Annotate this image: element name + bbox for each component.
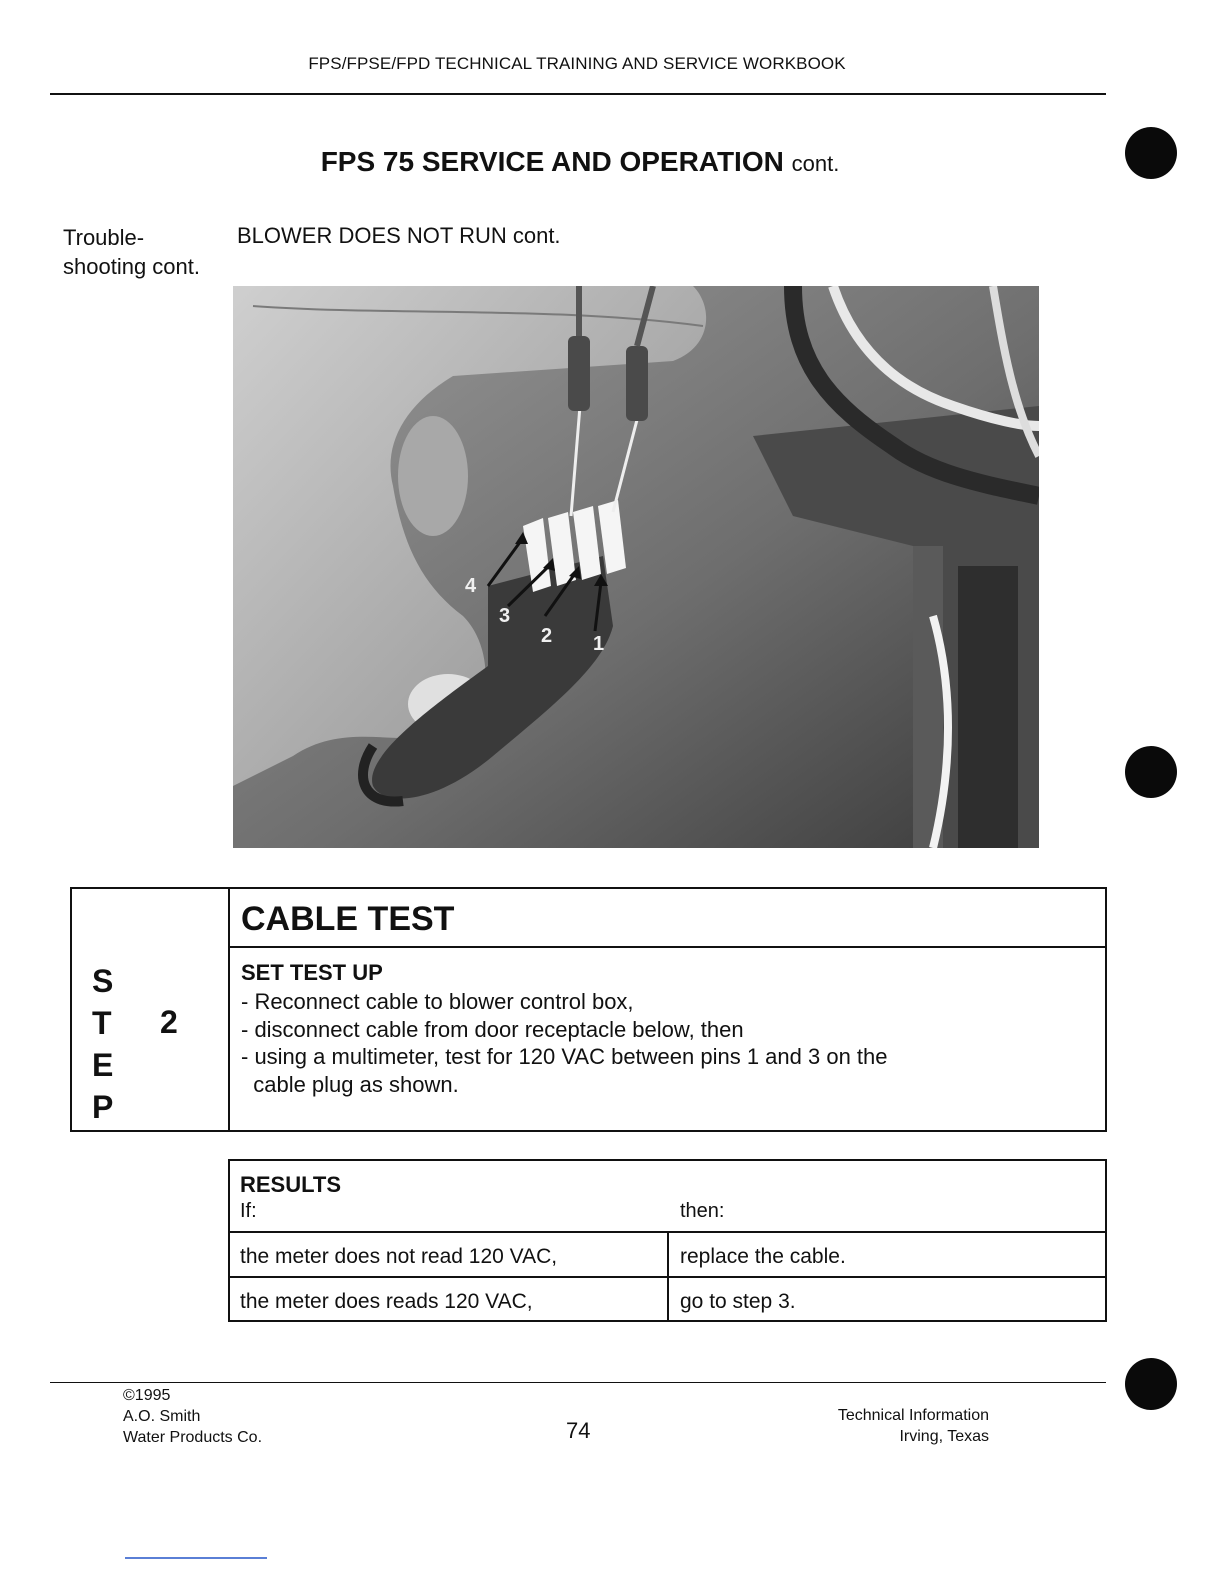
setup-instructions xyxy=(241,988,888,1098)
setup-line: - disconnect cable from door receptacle below, then xyxy=(241,1016,744,1042)
page-title xyxy=(0,146,1160,178)
step-title-rule xyxy=(228,946,1107,948)
troubleshooting-label xyxy=(63,223,200,281)
footer-company-line1: A.O. Smith xyxy=(123,1408,201,1425)
troubleshooting-label-line2: shooting cont. xyxy=(63,254,200,279)
footer-rule xyxy=(50,1382,1106,1383)
step-letter-s: S xyxy=(92,963,114,999)
step-letter-t: T xyxy=(92,1005,112,1041)
footer-company-line2: Water Products Co. xyxy=(123,1429,263,1446)
results-row-1-if: the meter does not read 120 VAC, xyxy=(240,1245,558,1268)
step-column-divider xyxy=(228,887,230,1132)
step-number: 2 xyxy=(160,1004,178,1040)
footer-copyright: ©1995 xyxy=(123,1387,171,1404)
page-title-main: FPS 75 SERVICE AND OPERATION xyxy=(320,146,784,177)
callout-pin-4: 4 xyxy=(465,575,477,597)
page-number: 74 xyxy=(566,1418,591,1443)
results-heading: RESULTS xyxy=(240,1172,342,1197)
cable-plug-illustration xyxy=(233,286,1039,848)
setup-line: - using a multimeter, test for 120 VAC between pins 1 and 3 on the xyxy=(241,1044,888,1069)
results-row-2-if: the meter does reads 120 VAC, xyxy=(240,1290,533,1313)
troubleshooting-label-line1: Trouble- xyxy=(63,225,145,250)
results-if-label: If: xyxy=(240,1200,257,1222)
results-then-label: then: xyxy=(680,1200,725,1222)
results-column-divider xyxy=(667,1231,669,1322)
footer-location: Irving, Texas xyxy=(899,1428,989,1445)
callout-pin-2: 2 xyxy=(541,625,553,647)
blue-underline-mark xyxy=(125,1557,267,1559)
results-row-1-then: replace the cable. xyxy=(680,1245,846,1268)
section-heading: BLOWER DOES NOT RUN cont. xyxy=(237,223,561,248)
cable-plug-photo xyxy=(233,286,1039,848)
step-title: CABLE TEST xyxy=(241,900,455,938)
step-letter-e: E xyxy=(92,1047,114,1083)
workbook-header-title: FPS/FPSE/FPD TECHNICAL TRAINING AND SERVICE WORKBOOK xyxy=(308,54,846,73)
page-title-suffix: cont. xyxy=(791,151,840,176)
header-rule xyxy=(50,93,1106,95)
callout-pin-1: 1 xyxy=(593,633,605,655)
callout-pin-3: 3 xyxy=(499,605,511,627)
setup-heading: SET TEST UP xyxy=(241,960,383,985)
footer-department: Technical Information xyxy=(837,1407,989,1424)
step-vertical-label xyxy=(92,960,113,1128)
step-letter-p: P xyxy=(92,1089,114,1125)
setup-line: cable plug as shown. xyxy=(241,1071,459,1097)
results-row-2-then: go to step 3. xyxy=(680,1290,796,1313)
setup-line: - Reconnect cable to blower control box, xyxy=(241,989,634,1014)
footer-department-block xyxy=(790,1405,989,1447)
punch-hole-middle xyxy=(1125,746,1177,798)
punch-hole-bottom xyxy=(1125,1358,1177,1410)
footer-company-block xyxy=(123,1385,262,1448)
